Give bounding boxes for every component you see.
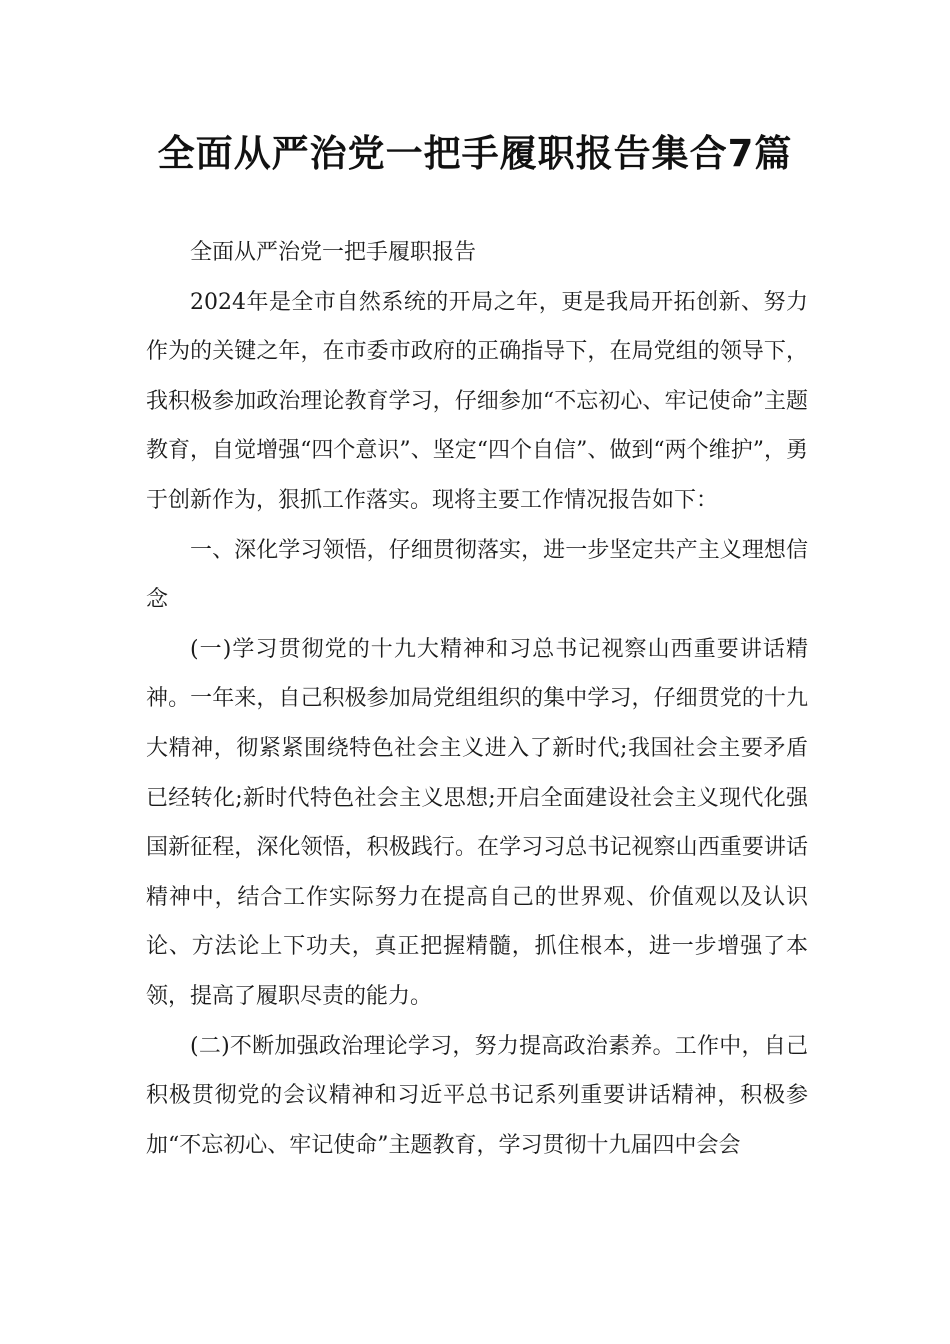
document-title: 全面从严治党一把手履职报告集合7篇	[157, 132, 793, 175]
section-heading-1: 一、深化学习领悟，仔细贯彻落实，进一步坚定共产主义理想信念	[146, 537, 808, 613]
document-body	[146, 228, 808, 1170]
document-subtitle: 全面从严治党一把手履职报告	[190, 240, 477, 265]
paragraph-item-1: (一)学习贯彻党的十九大精神和习总书记视察山西重要讲话精神。一年来，自己积极参加局党组组织的集中学习，仔细贯党的十九大精神，彻紧紧围绕特色社会主义进入了新时代;我国社会主要矛盾已经转化;新时代特色社会主义思想;开启全面建设社会主义现代化强国新征程，深化领悟，积极践行。在学习习总书记视察山西重要讲话精神中，结合工作实际努力在提高自己的世界观、价值观以及认识论、方法论上下功夫，真正把握精髓，抓住根本，进一步增强了本领，提高了履职尽责的能力。	[146, 636, 808, 1009]
paragraph-intro: 2024年是全市自然系统的开局之年，更是我局开拓创新、努力作为的关键之年，在市委市政府的正确指导下，在局党组的领导下，我积极参加政治理论教育学习，仔细参加“不忘初心、牢记使命”主题教育，自觉增强“四个意识”、坚定“四个自信”、做到“两个维护”，勇于创新作为，狠抓工作落实。现将主要工作情况报告如下：	[146, 289, 808, 513]
paragraph-item-2: (二)不断加强政治理论学习，努力提高政治素养。工作中，自己积极贯彻党的会议精神和习近平总书记系列重要讲话精神，积极参加“不忘初心、牢记使命”主题教育，学习贯彻十九届四中会会	[146, 1033, 808, 1158]
